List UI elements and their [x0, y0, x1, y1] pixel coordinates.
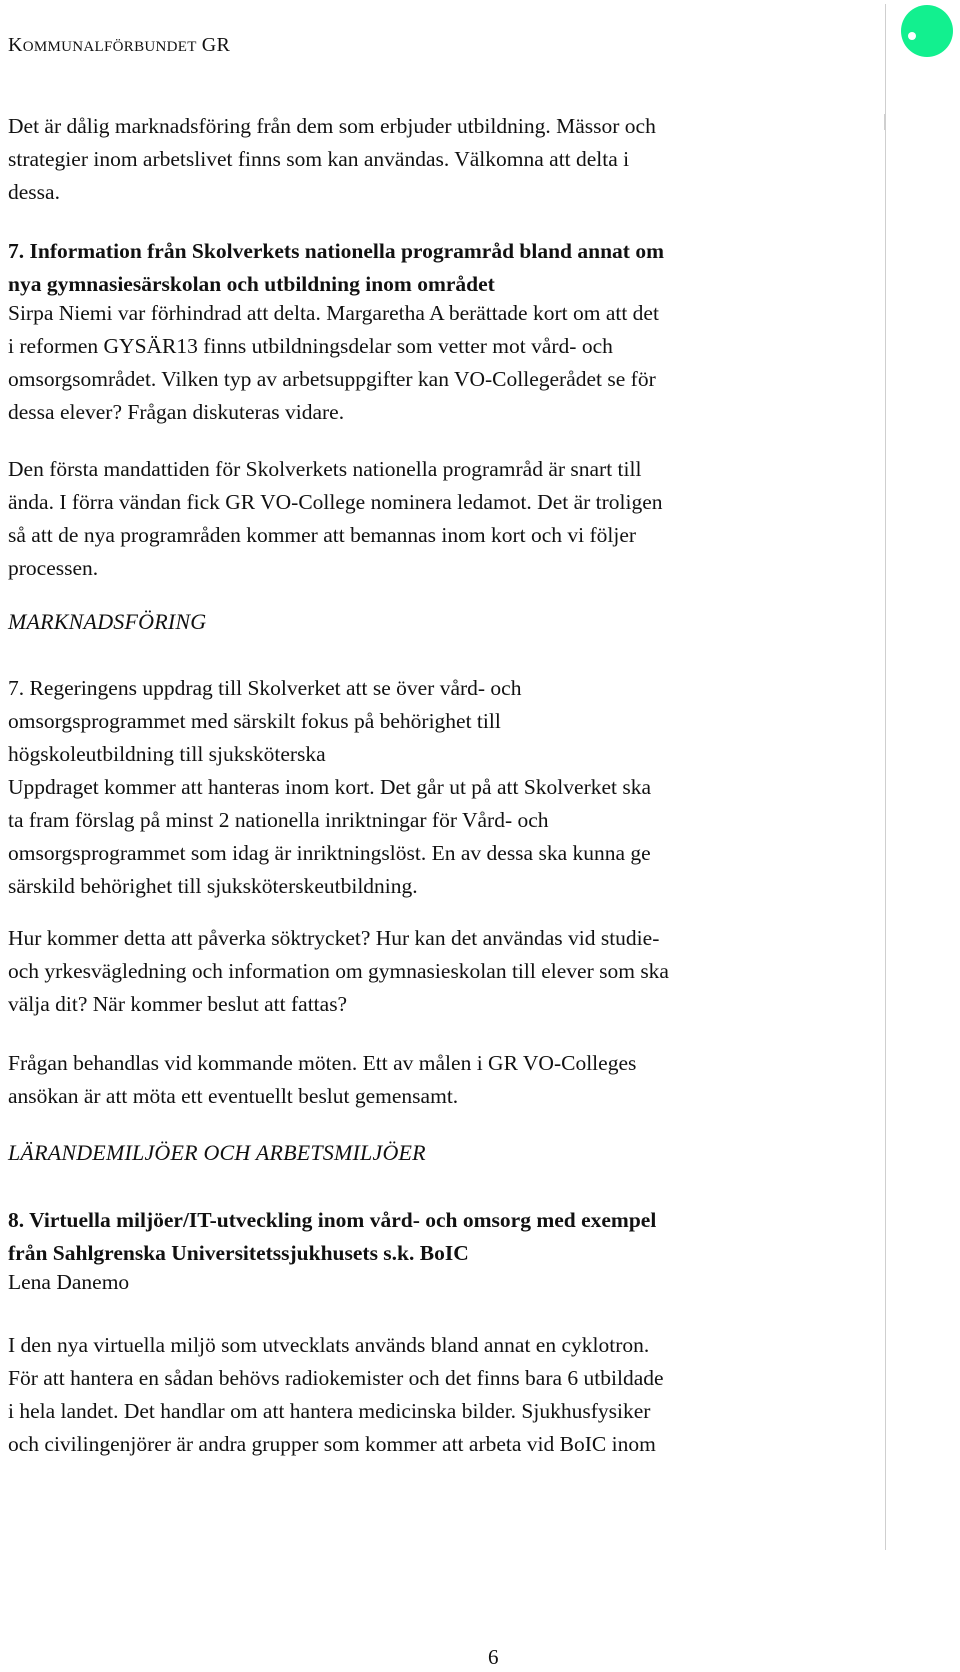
text-line: i hela landet. Det handlar om att hantera medicinska bilder. Sjukhusfysiker [8, 1399, 651, 1423]
margin-rule [885, 4, 886, 1550]
text-line: välja dit? När kommer beslut att fattas? [8, 992, 348, 1016]
text-line: Lena Danemo [8, 1270, 130, 1294]
org-name-suffix: GR [201, 34, 231, 56]
text-line: Den första mandattiden för Skolverkets nationella programråd är snart till [8, 457, 642, 481]
text-line: strategier inom arbetslivet finns som kan användas. Välkomna att delta i [8, 147, 630, 171]
text-line: Sirpa Niemi var förhindrad att delta. Margaretha A berättade kort om att det [8, 301, 659, 325]
paragraph-virtual-environment [8, 1329, 848, 1461]
text-line: så att de nya programråden kommer att bemannas inom kort och vi följer [8, 523, 637, 547]
agenda-item-7-heading [8, 235, 848, 301]
presenter-name [8, 1266, 848, 1299]
text-line: För att hantera en sådan behövs radiokemister och det finns bara 6 utbildade [8, 1366, 664, 1390]
org-name-initial: K [8, 34, 23, 56]
org-name-rest: OMMUNALFÖRBUNDET [22, 39, 197, 55]
text-line: processen. [8, 556, 99, 580]
text-line: dessa. [8, 180, 60, 204]
text-line: Hur kommer detta att påverka söktrycket? Hur kan det användas vid studie- [8, 926, 660, 950]
text-line: omsorgsprogrammet som idag är inriktningslöst. En av dessa ska kunna ge [8, 841, 651, 865]
text-line: ansökan är att möta ett eventuellt beslut gemensamt. [8, 1084, 459, 1108]
margin-rule-tick [884, 114, 886, 130]
text-line: Det är dålig marknadsföring från dem som erbjuder utbildning. Mässor och [8, 114, 656, 138]
heading-line: från Sahlgrenska Universitetssjukhusets s.k. BoIC [8, 1241, 469, 1265]
paragraph-questions [8, 922, 848, 1021]
text-line: 7. Regeringens uppdrag till Skolverket att se över vård- och [8, 676, 522, 700]
gr-logo-icon [901, 5, 953, 57]
text-line: och civilingenjörer är andra grupper som kommer att arbeta vid BoIC inom [8, 1432, 656, 1456]
heading-line: 7. Information från Skolverkets nationella programråd bland annat om [8, 239, 664, 263]
text-line: Uppdraget kommer att hanteras inom kort. Det går ut på att Skolverket ska [8, 775, 652, 799]
text-line: särskild behörighet till sjuksköterskeutbildning. [8, 874, 418, 898]
paragraph-marketing-fairs [8, 110, 848, 209]
paragraph-government-assignment [8, 672, 848, 903]
text-line: Frågan behandlas vid kommande möten. Ett av målen i GR VO-Colleges [8, 1051, 637, 1075]
heading-line: nya gymnasiesärskolan och utbildning inom området [8, 272, 495, 296]
text-line: dessa elever? Frågan diskuteras vidare. [8, 400, 345, 424]
paragraph-next-meetings [8, 1047, 848, 1113]
text-line: och yrkesvägledning och information om gymnasieskolan till elever som ska [8, 959, 669, 983]
gr-logo-dot-icon [908, 32, 916, 40]
text-line: högskoleutbildning till sjuksköterska [8, 742, 326, 766]
section-heading-marknadsforing: MARKNADSFÖRING [8, 609, 207, 634]
section-heading-larandemiljoer: LÄRANDEMILJÖER OCH ARBETSMILJÖER [8, 1140, 426, 1165]
text-line: I den nya virtuella miljö som utvecklats används bland annat en cyklotron. [8, 1333, 650, 1357]
page-number: 6 [488, 1645, 499, 1669]
text-line: omsorgsprogrammet med särskilt fokus på behörighet till [8, 709, 501, 733]
text-line: i reformen GYSÄR13 finns utbildningsdelar som vetter mot vård- och [8, 334, 613, 358]
paragraph-gysar13 [8, 297, 848, 429]
paragraph-mandate-period [8, 453, 848, 585]
text-line: omsorgsområdet. Vilken typ av arbetsuppgifter kan VO-Collegerådet se för [8, 367, 656, 391]
agenda-item-8-heading [8, 1204, 848, 1270]
letterhead-org-name [8, 34, 230, 57]
text-line: ta fram förslag på minst 2 nationella inriktningar för Vård- och [8, 808, 549, 832]
text-line: ända. I förra vändan fick GR VO-College nominera ledamot. Det är troligen [8, 490, 663, 514]
heading-line: 8. Virtuella miljöer/IT-utveckling inom vård- och omsorg med exempel [8, 1208, 657, 1232]
